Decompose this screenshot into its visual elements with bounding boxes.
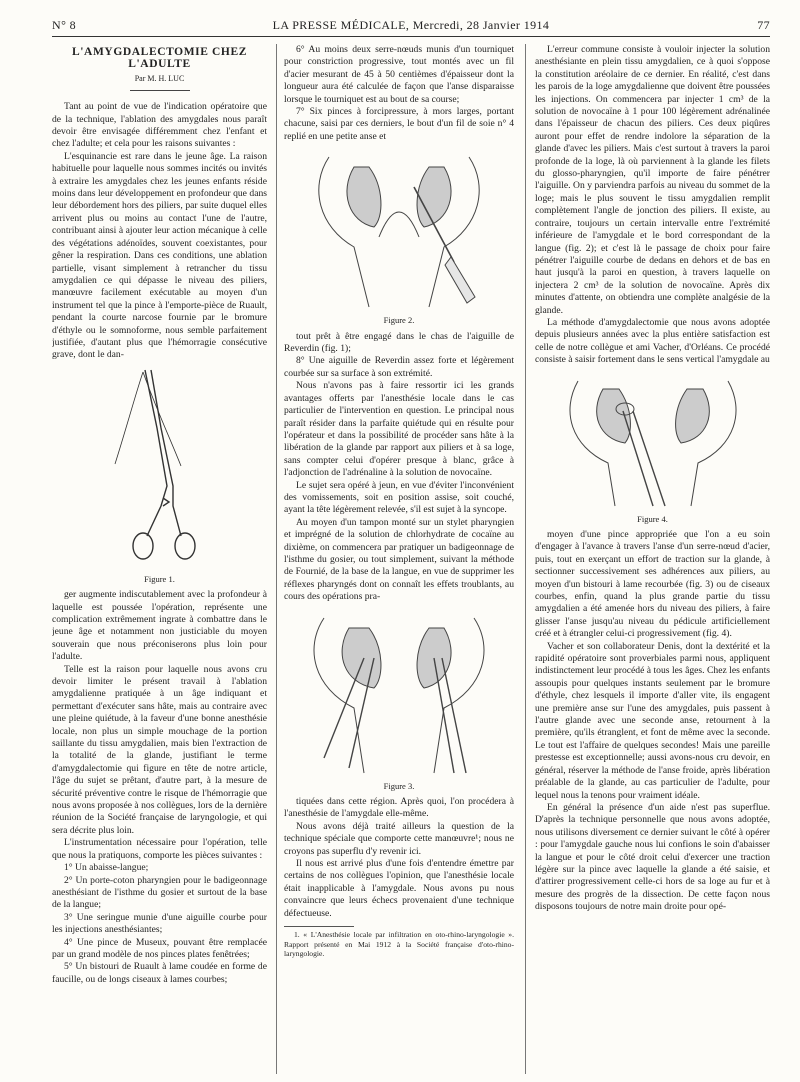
paragraph: Vacher et son collaborateur Denis, dont la dextérité et la rapidité opératoire sont proverbiales parmi nous, appliquent indistinctement leur procédé à tous les âges. Chez les enfants assoupis pour quelques instants seulement par le bromure d'éthyle, chez lesquels il importe d'aller vite, ils engagent une première anse sur l'une des amygdales, puis passent à l'autre glande avec une seconde anse, retournent à la première, qu'ils étranglent, et font de même avec la seconde. Le tout est l'affaire de quelques secondes! Mais une pareille prestesse est exceptionnelle; aussi avons-nous cru devoir, en général, réserver la méthode de l'anse froide, après libération préalable de la glande, au cas particulier de l'adulte, pour lequel nous la tenons pour vraiment idéale. <box>535 640 770 801</box>
list-item: 5° Un bistouri de Ruault à lame coudée en forme de faucille, ou de longs ciseaux à lames courbes; <box>52 961 267 985</box>
issue-date: Mercredi, 28 Janvier 1914 <box>412 18 550 32</box>
list-item: 2° Un porte-coton pharyngien pour le badigeonnage anesthésiant de l'isthme du gosier et surtout de la base de la langue; <box>52 874 267 911</box>
forceps-illustration <box>85 366 235 571</box>
paragraph: L'instrumentation nécessaire pour l'opération, telle que nous la pratiquons, comporte les pièces suivantes : <box>52 837 267 861</box>
figure-1-caption: Figure 1. <box>144 573 175 584</box>
figure-1 <box>52 366 267 585</box>
paragraph: L'esquinancie est rare dans le jeune âge. La raison habituelle pour laquelle nous sommes incités ou invités à extraire les amygdales chez les jeunes enfants réside moins dans leur développement en profondeur que dans leur débordement hors des piliers, par suite duquel elles arrivent plus ou moins au contact l'une de l'autre, contribuant ainsi à ajouter leur action mécanique à celle des végétations adénoïdes, souvent coexistantes, pour gêner la respiration. Dans ces conditions, une ablation partielle, visant simplement à retrancher du tissu amygdalien ce qui dépasse le niveau des piliers, manœuvre facilement exécutable au moyen d'un instrument tel que la pince à l'emporte-pièce de Ruault, pendant la courte narcose fournie par le bromure d'éthyle ou le somnoforme, nous semble parfaitement justifiée, d'autant plus que l'hémorragie consécutive grave, dont le dan- <box>52 150 267 361</box>
list-item: 3° Une seringue munie d'une aiguille courbe pour les injections anesthésiantes; <box>52 911 267 936</box>
column-1 <box>52 44 267 1074</box>
list-item: 1° Un abaisse-langue; <box>64 862 149 874</box>
paragraph: La méthode d'amygdalectomie que nous avons adoptée depuis plusieurs années avec la plus entière satisfaction est celle de notre collègue et ami Vacher, d'Orléans. Ce procédé consiste à saisir fortement dans le sens vertical l'amygdale au <box>535 316 770 366</box>
article-title: L'AMYGDALECTOMIE CHEZ L'ADULTE <box>71 46 247 71</box>
paragraph: Le sujet sera opéré à jeun, en vue d'éviter l'inconvénient des vomissements, soit en position assise, soit couché, ayant la tête légèrement relevée, s'il est sujet à la syncope. <box>284 479 514 516</box>
footnote: 1. « L'Anesthésie locale par infiltration en oto-rhino-laryngologie ». Rapport présenté en Mai 1912 à la Société française d'oto-rhino-laryngologie. <box>284 930 514 959</box>
title-rule <box>130 90 190 91</box>
page-number: 77 <box>757 18 770 32</box>
figure-2 <box>284 147 514 326</box>
list-item: 8° Une aiguille de Reverdin assez forte et légèrement courbée sur sa surface à son extrémité. <box>284 355 514 379</box>
paragraph: Telle est la raison pour laquelle nous avons cru devoir limiter le présent travail à l'ablation amygdalienne pratiquée à un âge indiquant et permettant d'exécuter sans hâte, mais au contraire avec une pleine quiétude, à la faveur d'une bonne anesthésie locale, non plus un simple mouchage de la portion saillante du tissu amygdalien, mais bien l'extraction de la totalité de la glande, justifiant le terme d'amygdalectomie qui figure en tête de notre article, l'âge du sujet se prêtant, d'autre part, à la mesure de sécurité préventive contre le risque de l'hémorragie que nous avons proposée à nos collègues, lors de la dernière réunion de la Société française de laryngologie, et qui sera décrite plus loin. <box>52 663 267 836</box>
paragraph: Tant au point de vue de l'indication opératoire que de la technique, l'ablation des amygdales nous paraît devoir être envisagée différemment chez l'enfant et chez l'adulte; et cela pour les raisons suivantes : <box>52 101 267 150</box>
snare-illustration <box>553 371 753 511</box>
paragraph: Nous avons déjà traité ailleurs la question de la technique spéciale que comporte cette manœuvre¹; nous ne croyons pas superflu d'y revenir ici. <box>284 820 514 857</box>
paragraph: tout prêt à être engagé dans le chas de l'aiguille de Reverdin (fig. 1); <box>284 330 514 355</box>
issue-number: N° 8 <box>52 18 77 32</box>
list-item: 7° Six pinces à forcipressure, à mors larges, portant chacune, saisi par ces derniers, le bout d'un fil de soie n° 4 replié en une petite anse et <box>284 106 514 142</box>
running-head <box>52 18 770 33</box>
paragraph: Nous n'avons pas à faire ressortir ici les grands avantages offerts par l'anesthésie locale dans le cas particulier de l'intervention en question. Le principal nous paraît résider dans la parfaite quiétude qui en résulte pour l'opérateur et dans la possibilité de procéder sans hâte à la libération de la glande par rapport aux piliers et à sa loge, sans compter celui d'opérer presque à blanc, grâce à l'adjonction de l'adrénaline à la solution de novocaïne. <box>284 380 514 479</box>
page-header <box>52 14 770 34</box>
paragraph: En général la présence d'un aide n'est pas superflue. D'après la technique personnelle que nous avons adoptée, nous utilisons diversement ce dernier suivant le côté à opérer : pour l'amygdale gauche nous lui confions le soin d'abaisser la langue et pour le côté droit celui d'exercer une traction légère sur la pince avec laquelle la glande a été saisie, et d'attirer progressivement celle-ci hors de sa loge au fur et à mesure des progrès de la dissection. De cette façon nous disposons toujours de notre main droite pour opé- <box>535 801 770 913</box>
column-3 <box>535 44 770 1074</box>
throat-needle-illustration <box>299 147 499 312</box>
paragraph: L'erreur commune consiste à vouloir injecter la solution anesthésiante en plein tissu amygdalien, ce à quoi s'oppose la constitution aréolaire de ce dernier. En réalité, c'est dans les parois de la loge amygdalienne que doivent être poussées les injections. On commencera par injecter 1 cm³ de la solution de novocaïne à 1 pour 100 légèrement adrénalinée dans l'épaisseur de chacun des piliers. Ces deux piqûres auront pour effet de rendre indolore la séparation de la glande d'avec les piliers. Mais c'est surtout à travers la paroi profonde de la loge, là où parviennent à la glande les filets du glosso-pharyngien, qu'il importe de faire pénétrer l'aiguille. On y parviendra parfois au niveau du sommet de la loge; mais le plus souvent le tissu amygdalien remplit complètement l'angle de jonction des piliers. Il existe, au contraire, toujours un certain intervalle entre l'extrémité inférieure de l'amygdale et le bord correspondant de la langue (fig. 2); et c'est là le passage de choix pour faire pénétrer l'aiguille courbe de dedans en dehors et de bas en haut jusqu'à la paroi en question, à travers laquelle on injectera 2 cm³ de la solution de novocaïne. Après dix minutes d'attente, on obtiendra une complète analgésie de la glande. <box>535 44 770 316</box>
column-divider <box>276 44 277 1074</box>
paragraph: ger augmente indiscutablement avec la profondeur à laquelle est poussée l'opération, représente une complication extrêmement ingrate à combattre dans le jeune âge et notamment non justiciable du moyen souverain que nous préconiserons plus loin pour l'adulte. <box>52 589 267 663</box>
figure-4 <box>535 371 770 525</box>
paragraph: Il nous est arrivé plus d'une fois d'entendre émettre par certains de nos collègues l'opinion, que l'anesthésie locale était inapplicable à l'amygdale. Nous avons pu nous convaincre que leurs échecs provenaient d'une technique défectueuse. <box>284 858 514 919</box>
list-item: 6° Au moins deux serre-nœuds munis d'un tourniquet pour constriction progressive, tout montés avec un fil d'acier mesurant de 45 à 50 centièmes d'épaisseur dont la longueur aura été calculée de façon que l'anse disparaisse lorsque le tourniquet est au bout de sa course; <box>284 44 514 105</box>
figure-3 <box>284 608 514 792</box>
figure-3-caption: Figure 3. <box>383 780 415 791</box>
column-2 <box>284 44 514 1074</box>
dissection-illustration <box>294 608 504 778</box>
list-item: 4° Une pince de Museux, pouvant être remplacée par un grand modèle de nos pinces plates fenêtrées; <box>52 936 267 960</box>
column-divider <box>525 44 526 1074</box>
paragraph: Au moyen d'un tampon monté sur un stylet pharyngien et imprégné de la solution de chlorhydrate de cocaïne au dixième, on commencera par pratiquer un badigeonnage de l'isthme du gosier, ou tout simplement, suivant la méthode de Fournié, de la base de la langue, en vue de supprimer les réflexes pharyngés dont on connaît les effets troublants, au cours des opérations pra- <box>284 516 514 603</box>
figure-2-caption: Figure 2. <box>383 315 415 326</box>
footnote-rule <box>284 926 354 927</box>
journal-name: LA PRESSE MÉDICALE, <box>272 18 410 32</box>
header-rule <box>52 36 770 37</box>
article-byline: Par M. H. LUC <box>134 73 185 83</box>
figure-4-caption: Figure 4. <box>637 513 668 524</box>
paragraph: tiquées dans cette région. Après quoi, l'on procédera à l'anesthésie de l'amygdale elle-même. <box>284 796 514 820</box>
paragraph: moyen d'une pince appropriée que l'on a eu soin d'engager à l'avance à travers l'anse d'un serre-nœud d'acier, puis, tout en exerçant un effort de traction sur la glande, à sectionner successivement ses adhérences aux piliers, au moyen d'un bistouri à lame recourbée (fig. 3) ou de ciseaux courbes, enfin, quand la plus grande partie du tissu amygdalien a été amenée hors du niveau des piliers, à faire glisser l'anse jusqu'au niveau du pédicule artificiellement créé et à étrangler celui-ci progressivement (fig. 4). <box>535 528 770 640</box>
